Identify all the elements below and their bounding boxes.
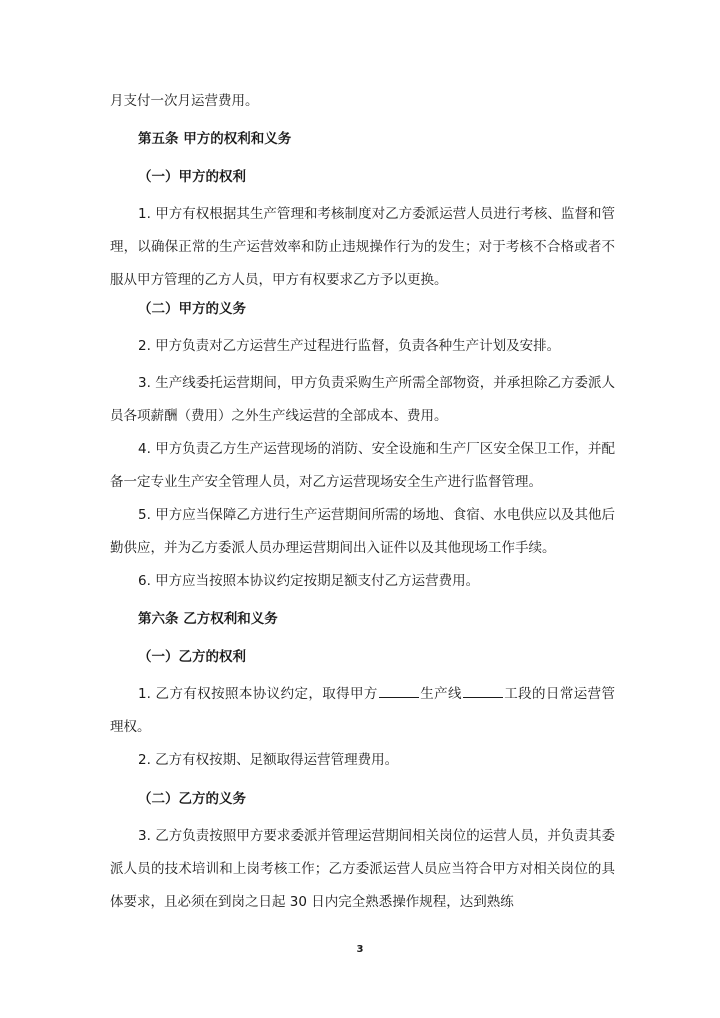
section-party-b-obligations-heading: （二）乙方的义务 — [138, 791, 246, 807]
paragraph-b-rights-1 — [110, 678, 615, 744]
section-party-a-rights-heading: （一）甲方的权利 — [138, 169, 246, 185]
paragraph-a-obligation-2: 2. 甲方负责对乙方运营生产过程进行监督，负责各种生产计划及安排。 — [138, 338, 561, 354]
article-6-heading: 第六条 乙方权利和义务 — [138, 611, 278, 627]
paragraph-a-obligation-4: 4. 甲方负责乙方生产运营现场的消防、安全设施和生产厂区安全保卫工作，并配备一定专业生产安全管理人员，对乙方运营现场安全生产进行监督管理。 — [110, 441, 615, 490]
paragraph-a-rights-1: 1. 甲方有权根据其生产管理和考核制度对乙方委派运营人员进行考核、监督和管理，以确保正常的生产运营效率和防止违规操作行为的发生；对于考核不合格或者不服从甲方管理的乙方人员，甲方有权要求乙方予以更换。 — [110, 206, 615, 288]
paragraph-a-obligation-3: 3. 生产线委托运营期间，甲方负责采购生产所需全部物资，并承担除乙方委派人员各项薪酬（费用）之外生产线运营的全部成本、费用。 — [110, 375, 615, 424]
fill-in-blank-2[interactable] — [463, 683, 503, 698]
fill-in-blank-1[interactable] — [379, 683, 419, 698]
paragraph-a-obligation-5: 5. 甲方应当保障乙方进行生产运营期间所需的场地、食宿、水电供应以及其他后勤供应，并为乙方委派人员办理运营期间出入证件以及其他现场工作手续。 — [110, 507, 615, 556]
b-rights-1-part-b: 生产线 — [419, 686, 462, 702]
section-party-b-rights-heading: （一）乙方的权利 — [138, 649, 246, 665]
paragraph-a-obligation-6: 6. 甲方应当按照本协议约定按期足额支付乙方运营费用。 — [138, 573, 480, 589]
paragraph-b-rights-2: 2. 乙方有权按期、足额取得运营管理费用。 — [138, 752, 399, 768]
paragraph-b-obligation-3: 3. 乙方负责按照甲方要求委派并管理运营期间相关岗位的运营人员，并负责其委派人员的技术培训和上岗考核工作；乙方委派运营人员应当符合甲方对相关岗位的具体要求，且必须在到岗之日起 30 日内完全熟悉操作规程，达到熟练 — [110, 828, 615, 910]
article-5-heading: 第五条 甲方的权利和义务 — [138, 131, 292, 147]
b-rights-1-part-c: 工段的日常运营管理权。 — [110, 686, 615, 735]
page-number: 3 — [356, 944, 364, 955]
section-party-a-obligations-heading: （二）甲方的义务 — [138, 301, 246, 317]
b-rights-1-part-a: 1. 乙方有权按照本协议约定，取得甲方 — [138, 686, 378, 702]
paragraph-continuation: 月支付一次月运营费用。 — [110, 93, 259, 109]
